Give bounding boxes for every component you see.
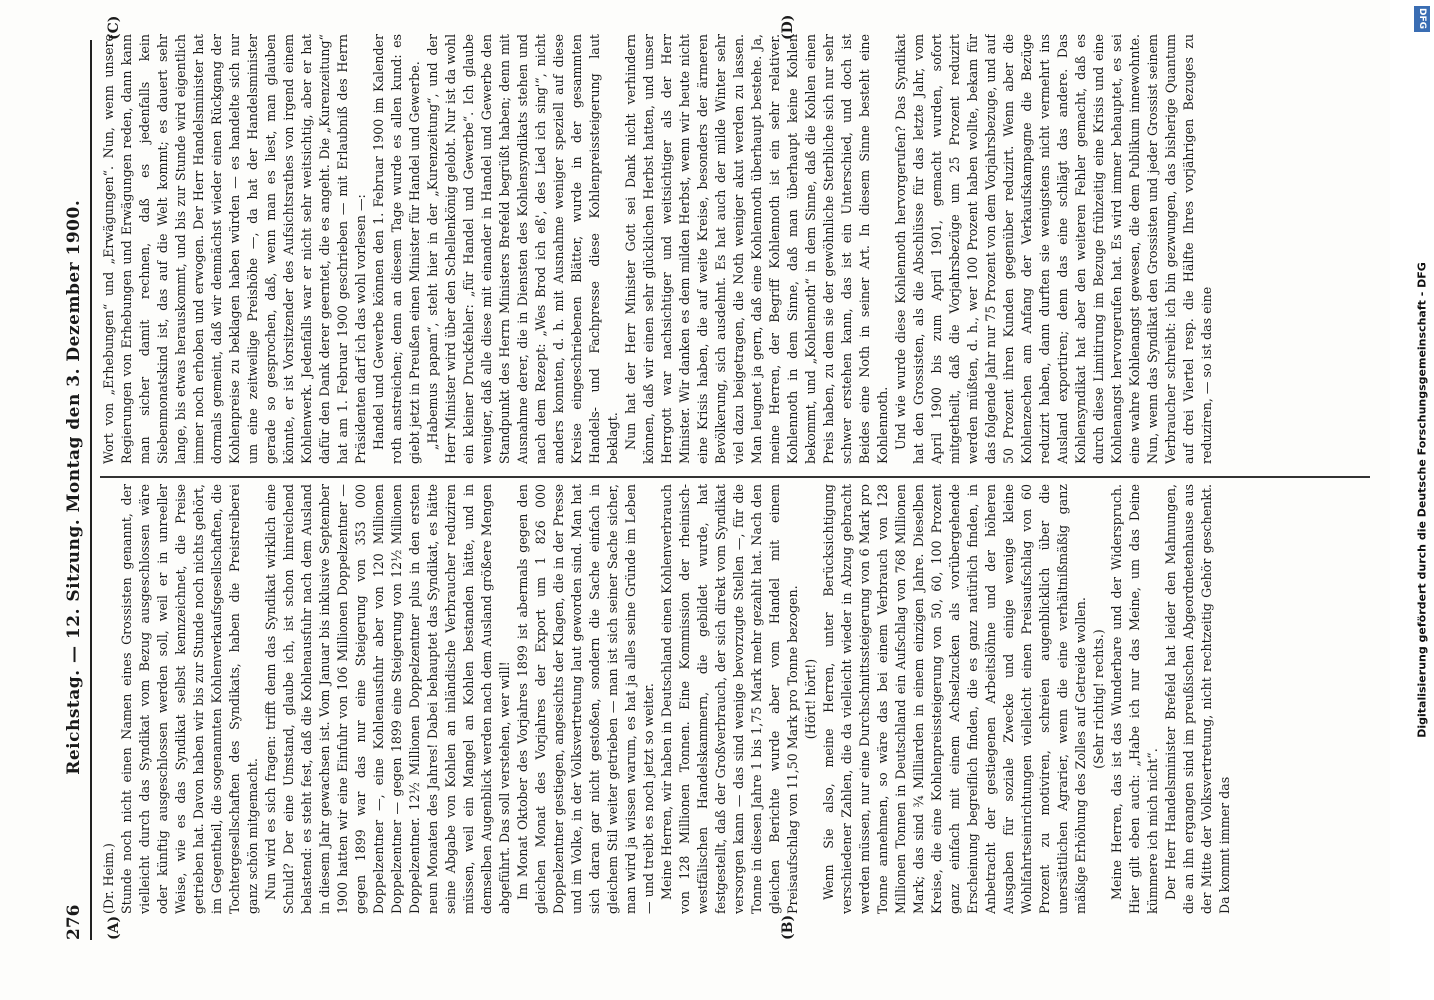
paragraph: Wenn Sie also, meine Herren, unter Berücksichtigung verschiedener Zahlen, die da vielleicht wieder in Abzug gebracht werden müssen, nur eine Durchschnittssteigerung von 6 Mark pro Tonne annehmen, so wäre das bei einem Verbrauch von 128 Millionen Tonnen in Deutschland ein Aufschlag von 768 Millionen Mark; das sind ¾ Milliarden in einem einzigen Jahre. Dieselben Kreise, die eine Kohlenpreissteigerung von 50, 60, 100 Prozent ganz einfach mit einem Achselzucken als vorübergehende Erscheinung begreiflich finden, die es ganz natürlich finden, in Anbetracht der gestiegenen Arbeitslöhne und der höheren Ausgaben für soziale Zwecke und einige wenige kleine Wohlfahrtseinrichtungen vielleicht einen Preisaufschlag von 60 Prozent zu motiviren, schreien augenblicklich über die unersättlichen Agrarier, wenn die eine verhältnißmäßig ganz mäßige Erhöhung des Zolles auf Getreide wollen. xyxy=(821,484,1088,914)
paragraph: Meine Herren, wir haben in Deutschland einen Kohlenverbrauch von 128 Millionen Tonnen. Eine Kommission der rheinisch-westfälischen Handelskammern, die gebildet wurde, hat festgestellt, daß der Großverbrauch, der sich direkt vom Syndikat versorgen kann — das sind wenige bevorzugte Stellen —, für die Tonne in diesen Jahre 1 bis 1,75 Mark mehr gezahlt hat. Nach den gleichen Berichte wurde aber vom Handel mit einem Preisaufschlag von 11,50 Mark pro Tonne bezogen. xyxy=(659,484,800,914)
marker-d: (D) xyxy=(780,14,796,40)
credit-text: Digitalisierung gefördert durch die Deutsche Forschungsgemeinschaft - DFG xyxy=(1415,262,1429,738)
page-number: 276 xyxy=(64,904,84,940)
marker-c: (C) xyxy=(106,15,122,40)
dfg-logo-icon: DFG xyxy=(1414,6,1430,32)
speaker-line: (Dr. Heim.) xyxy=(101,843,116,914)
paragraph: „Habemus papam“, steht hier in der „Kurenzeitung“, und der Herr Minister wird über den Schellenkönig gelobt. Nur ist da wohl ein kleiner Druckfehler: „für Handel und Gewerbe“. Ich glaube weniger, daß alle diese mit einander in Handel und Gewerbe den Standpunkt des Herrn Ministers Brefeld begrüßt haben; denn mit Ausnahme derer, die in Diensten des Kohlensyndikats stehen und nach dem Rezept: „Wes Brod ich eß', des Lied ich sing'“, nicht anders konnten, d. h. mit Ausnahme weniger speziell auf diese Kreise eingeschriebenen Blätter, wurde in der gesammten Handels- und Fachpresse diese Kohlenpreissteigerung laut beklagt. xyxy=(425,34,620,464)
interjection: (Sehr richtig! rechts.) xyxy=(1091,629,1106,769)
marker-a: (A) xyxy=(106,915,122,940)
paragraph: Wort von „Erhebungen“ und „Erwägungen“. Nun, wenn unsere Regierungen von Erhebungen und Erwägungen reden, dann kann man sicher damit rechnen, daß es jedenfalls kein Siebenmonatskind ist, das auf die Welt kommt; es dauert sehr lange, bis etwas herauskommt, und bis zur Stunde wird eigentlich immer noch erhoben und erwogen. Der Herr Handelsminister hat dormals gemeint, daß wir demnächst wieder einen Rückgang der Kohlenpreise zu beklagen haben würden — es handelte sich nur um eine zeitweilige Preishöhe —, da hat der Handelsminister gerade so gesprochen, daß, wenn man es liest, man glauben könnte, er ist Vorsitzender des Aufsichtsrathes von irgend einem Kohlenwerk. Jedenfalls war er nicht sehr weitsichtig, aber er hat dafür den Dank derer geerntet, die es angeht. Die „Kurenzeitung“ hat am 1. Februar 1900 geschrieben — mit Erlaubniß des Herrn Präsidenten darf ich das wohl vorlesen —: xyxy=(101,34,368,464)
page-title: Reichstag. — 12. Sitzung. Montag den 3. Dezember 1900. xyxy=(64,199,84,775)
marker-b: (B) xyxy=(780,914,796,940)
paragraph: Nun wird es sich fragen: trifft denn das Syndikat wirklich eine Schuld? Der eine Umstand, glaube ich, ist schon hinreichend belastend: es steht fest, daß die Kohlenausfuhr nach dem Ausland in diesem Jahr gewachsen ist. Vom Januar bis inklusive September 1900 hatten wir eine Einfuhr von 106 Millionen Doppelzentner — gegen 1899 war das nur eine Steigerung von 353 000 Doppelzentner —, eine Kohlenausfuhr aber von 120 Millionen Doppelzentner — gegen 1899 eine Steigerung von 12½ Millionen Doppelzentner. 12½ Millionen Doppelzentner plus in den ersten neun Monaten des Jahres! Dabei behauptet das Syndikat, es hätte seine Abgabe von Kohlen an inländische Verbraucher reduziren müssen, weil ein Mangel an Kohlen bestanden hätte, und in demselben Augenblick werden nach dem Ausland größere Mengen abgeführt. Das soll verstehen, wer will! xyxy=(263,484,512,914)
digitization-credit xyxy=(1410,0,1434,1000)
paragraph: Meine Herren, das ist das Wunderbare und der Widerspruch. Hier gilt eben auch: „Habe ich nur das Meine, um das Deine kümmere ich mich nicht“. xyxy=(1109,484,1160,914)
column-divider xyxy=(100,476,1370,478)
paragraph: Im Monat Oktober des Vorjahres 1899 ist abermals gegen den gleichen Monat des Vorjahres der Export um 1 826 000 Doppelzentner gestiegen, angesichts der Klagen, die in der Presse und im Volke, in der Volksvertretung laut geworden sind. Man hat sich daran gar nicht gestoßen, sondern die Sache einfach in gleichem Stil weiter getrieben — man ist sich seiner Sache sicher, man wird ja wissen warum, es hat ja alles seine Gründe im Leben — und treibt es noch jetzt so weiter. xyxy=(515,484,656,914)
page-header xyxy=(64,40,92,940)
left-column xyxy=(100,484,1370,914)
paragraph: Der Herr Handelsminister Brefeld hat leider den Mahnungen, die an ihn ergangen sind im preußischen Abgeordnetenhause aus der Mitte der Volksvertretung, nicht rechtzeitig Gehör geschenkt. Da kommt immer das xyxy=(1163,484,1232,914)
quotation: Handel und Gewerbe können den 1. Februar 1900 im Kalender roth anstreichen; denn an diesem Tage wurde es allen kund: es giebt jetzt in Preußen einen Minister für Handel und Gewerbe. xyxy=(371,34,422,464)
paragraph: Nun hat der Herr Minister Gott sei Dank nicht verhindern können, daß wir einen sehr glücklichen Herbst hatten, und unser Herrgott war nachsichtiger und weitsichtiger als der Herr Minister. Wir danken es dem milden Herbst, wenn wir heute nicht eine Krisis haben, die auf weite Kreise, besonders der ärmeren Bevölkerung, sich ausdehnt. Es hat auch der milde Winter sehr viel dazu beigetragen, die Noth weniger akut werden zu lassen. Man leugnet ja gern, daß eine Kohlennoth überhaupt bestehe. Ja, meine Herren, der Begriff Kohlennoth ist ein sehr relativer. Kohlennoth in dem Sinne, daß man überhaupt keine Kohlen bekommt, und „Kohlennoth“ in dem Sinne, daß die Kohlen einen Preis haben, zu dem sie der gewöhnliche Sterbliche sich nur sehr schwer erstehen kann, das ist ein Unterschied, und doch ist Beides eine Noth in seiner Art. In diesem Sinne besteht eine Kohlennoth. xyxy=(623,34,890,464)
paragraph: Stunde noch nicht einen Namen eines Grossisten genannt, der vielleicht durch das Syndikat vom Bezug ausgeschlossen wäre oder künftig ausgeschlossen werden soll, weil er in unreeller Weise, wie es das Syndikat selbst kennzeichnet, die Preise getrieben hat. Davon haben wir bis zur Stunde noch nichts gehört, im Gegentheil, die sogenannten Kohlenverkaufsgesellschaften, die Tochtergesellschaften des Syndikats, haben die Preistreiberei ganz schön mitgemacht. xyxy=(119,484,260,914)
paragraph: Und wie wurde diese Kohlennoth hervorgerufen? Das Syndikat hat den Grossisten, als die Abschlüsse für das letzte Jahr, vom April 1900 bis zum April 1901, gemacht wurden, sofort mitgetheilt, daß die Vorjahrsbezüge um 25 Prozent reduzirt werden müßten, d. h., wer 100 Prozent haben wollte, bekam für das folgende Jahr nur 75 Prozent von dem Vorjahrsbezuge, und auf 50 Prozent ihren Kunden gegenüber reduzirt. Wenn aber die Kohlenzechen am Anfang der Verkaufskampagne die Bezüge reduzirt haben, dann durften sie wenigstens nicht vermehrt ins Ausland exportiren; denn das eine schlägt das andere. Das Kohlensyndikat hat aber den weiteren Fehler gemacht, daß es durch diese Limitirung im Bezuge frühzeitig eine Krisis und eine Kohlenangst hervorgerufen hat. Es wird immer behauptet, es sei eine wahre Kohlenangst gewesen, die dem Publikum innewohnte. Nun, wenn das Syndikat den Grossisten und jeder Grossist seinem Verbraucher schreibt: ich bin gezwungen, das bisherige Quantum auf drei Viertel resp. die Hälfte Ihres vorjährigen Bezuges zu reduziren, — so ist das eine xyxy=(893,34,1214,464)
interjection: (Hört! hört!) xyxy=(803,658,818,740)
right-column xyxy=(100,34,1370,464)
